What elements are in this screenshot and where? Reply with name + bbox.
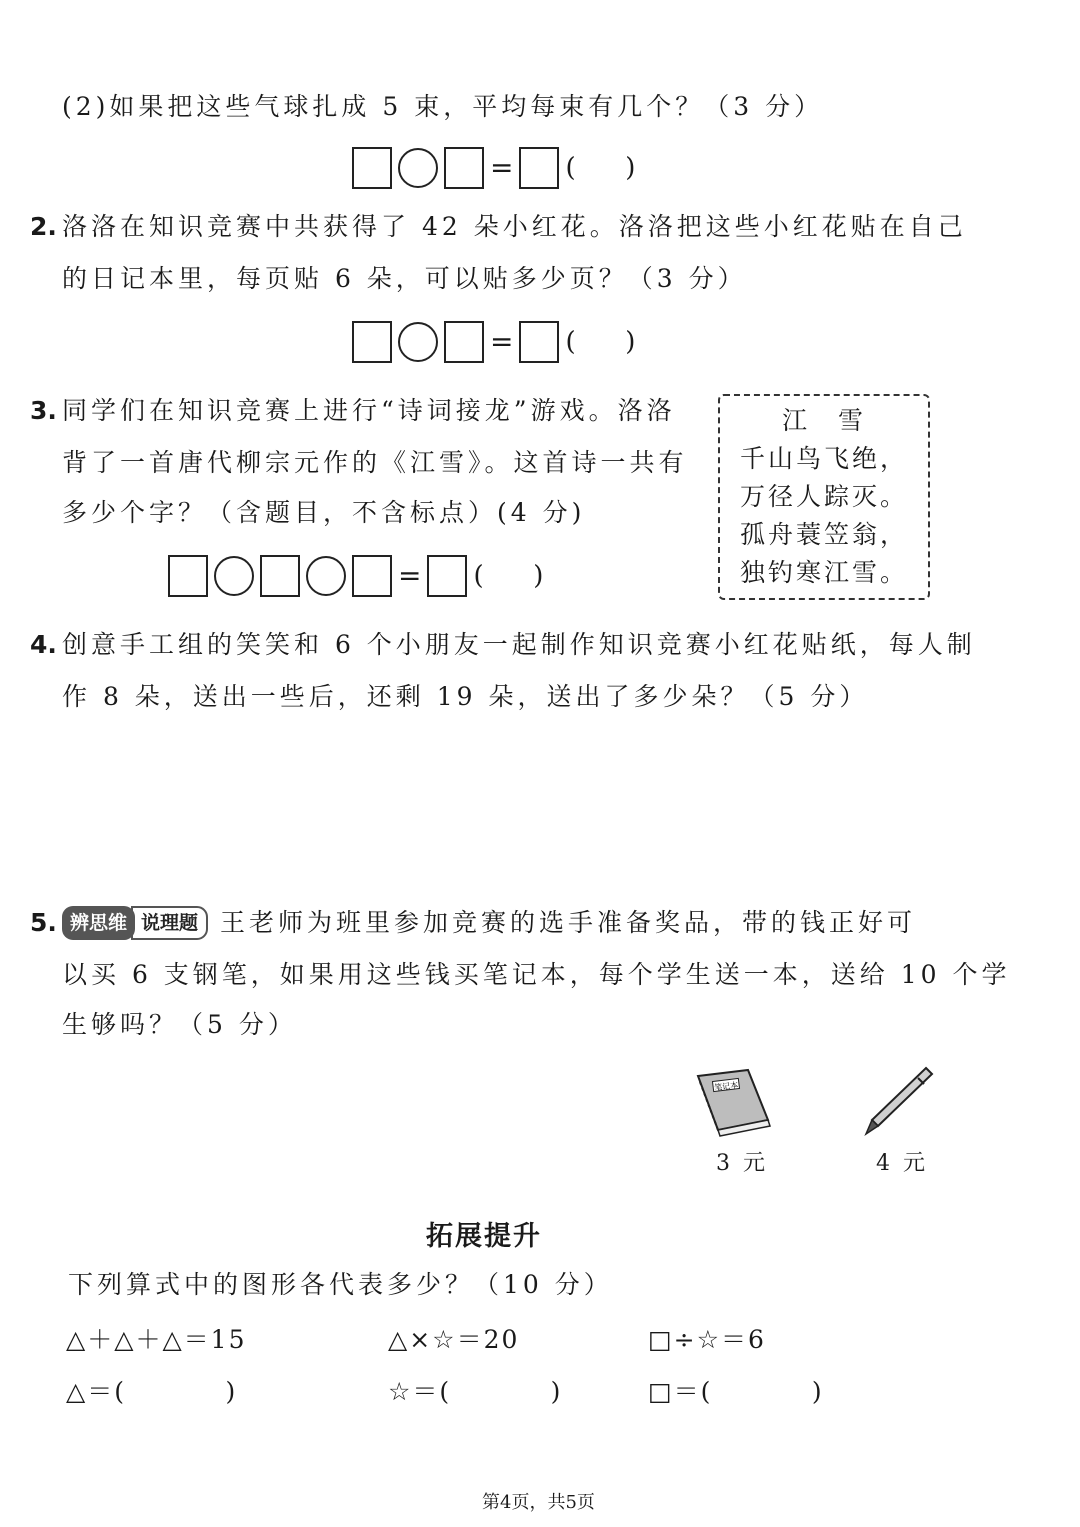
poem-box — [718, 394, 930, 600]
section-title: 拓展提升 — [426, 1221, 542, 1252]
answer-square[interactable]: □＝( ) — [648, 1377, 824, 1406]
q5-line2: 以买 6 支钢笔，如果用这些钱买笔记本，每个学生送一本，送给 10 个学 — [62, 960, 1011, 989]
equals-sign: = — [490, 151, 514, 184]
tag-reasoning: 说理题 — [131, 906, 208, 940]
answer-box[interactable] — [260, 555, 300, 597]
q2-number: 2. — [30, 212, 57, 241]
q1-part2-text: (2)如果把这些气球扎成 5 束，平均每束有几个？（3 分） — [62, 92, 824, 121]
answer-triangle[interactable]: △＝( ) — [66, 1377, 238, 1406]
answer-box[interactable] — [352, 321, 392, 363]
poem-line: 千山鸟飞绝， — [739, 444, 908, 473]
poem-title: 江 雪 — [781, 406, 866, 435]
extension-prompt: 下列算式中的图形各代表多少？（10 分） — [68, 1270, 613, 1299]
q3-number: 3. — [30, 396, 57, 425]
equals-sign: = — [490, 325, 514, 358]
answer-box[interactable] — [444, 321, 484, 363]
q2-line1: 洛洛在知识竞赛中共获得了 42 朵小红花。洛洛把这些小红花贴在自己 — [62, 212, 967, 241]
poem-line: 独钓寒江雪。 — [739, 558, 908, 587]
operator-circle[interactable] — [398, 322, 438, 362]
q4-number: 4. — [30, 630, 57, 659]
q3-line1: 同学们在知识竞赛上进行“诗词接龙”游戏。洛洛 — [62, 396, 676, 425]
unit-blank[interactable]: ( ) — [565, 153, 636, 183]
q3-equation — [168, 552, 543, 600]
pen-icon — [858, 1064, 938, 1136]
q4-line2: 作 8 朵，送出一些后，还剩 19 朵，送出了多少朵？（5 分） — [62, 682, 869, 711]
notebook-price: 3 元 — [716, 1151, 768, 1176]
answer-box[interactable] — [444, 147, 484, 189]
q5-line1 — [62, 906, 916, 940]
notebook-icon — [688, 1068, 778, 1138]
operator-circle[interactable] — [306, 556, 346, 596]
q2-line2: 的日记本里，每页贴 6 朵，可以贴多少页？（3 分） — [62, 264, 747, 293]
tag-thinking: 辨思维 — [62, 906, 135, 940]
unit-blank[interactable]: ( ) — [473, 561, 544, 591]
q5-number: 5. — [30, 908, 57, 937]
notebook-label: 笔记本 — [713, 1080, 739, 1093]
q5-line3: 生够吗？（5 分） — [62, 1010, 297, 1039]
pen-price: 4 元 — [876, 1151, 928, 1176]
q3-line3: 多少个字？（含题目，不含标点）(4 分) — [62, 498, 586, 527]
answer-star[interactable]: ☆＝( ) — [388, 1377, 563, 1406]
unit-blank[interactable]: ( ) — [565, 327, 636, 357]
answer-box[interactable] — [519, 147, 559, 189]
q2-equation — [352, 318, 635, 366]
equals-sign: = — [398, 559, 422, 592]
answer-box[interactable] — [352, 147, 392, 189]
poem-line: 万径人踪灭。 — [739, 482, 908, 511]
page-number: 第4页，共5页 — [482, 1492, 595, 1513]
q3-line2: 背了一首唐代柳宗元作的《江雪》。这首诗一共有 — [62, 448, 688, 477]
answer-box[interactable] — [352, 555, 392, 597]
q5-line1-text: 王老师为班里参加竞赛的选手准备奖品，带的钱正好可 — [219, 908, 916, 937]
answer-box[interactable] — [519, 321, 559, 363]
q4-line1: 创意手工组的笑笑和 6 个小朋友一起制作知识竞赛小红花贴纸，每人制 — [62, 630, 976, 659]
operator-circle[interactable] — [398, 148, 438, 188]
answer-box[interactable] — [168, 555, 208, 597]
equation-1: △＋△＋△＝15 — [66, 1325, 247, 1354]
q1-equation — [352, 144, 635, 192]
equation-3: □÷☆＝6 — [648, 1325, 766, 1354]
equation-2: △×☆＝20 — [388, 1325, 520, 1354]
operator-circle[interactable] — [214, 556, 254, 596]
answer-box[interactable] — [427, 555, 467, 597]
poem-line: 孤舟蓑笠翁， — [739, 520, 908, 549]
